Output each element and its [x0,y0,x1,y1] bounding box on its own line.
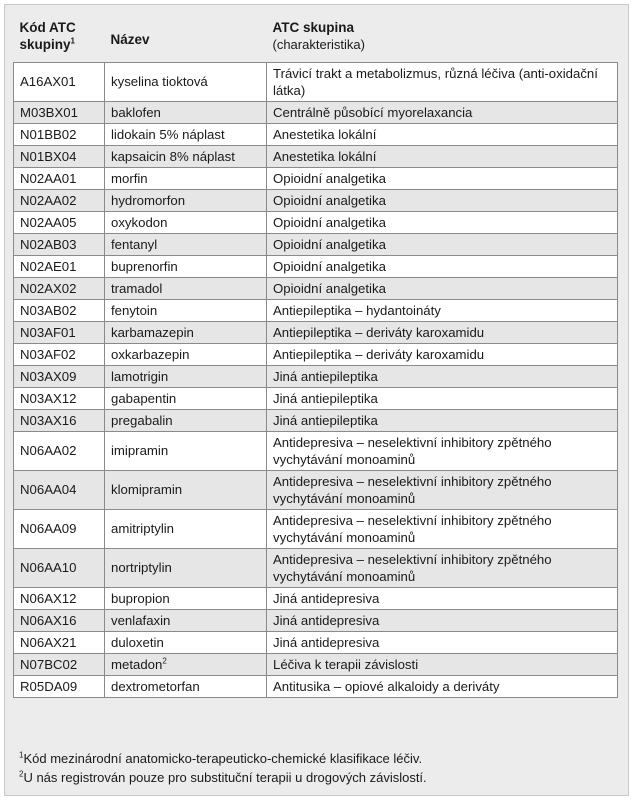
footnotes [19,749,619,787]
cell-atc-code: N03AF02 [14,343,105,365]
footnote-line [19,749,619,768]
cell-atc-group: Centrálně působící myorelaxancia [267,101,618,123]
cell-drug-name [105,145,267,167]
cell-drug-name [105,587,267,609]
cell-atc-group: Jiná antidepresiva [267,631,618,653]
cell-atc-code: N07BC02 [14,653,105,675]
header-code-line1: Kód ATC [19,20,76,35]
cell-atc-group: Jiná antiepileptika [267,409,618,431]
drug-name-text: oxykodon [111,214,168,230]
table-row [14,189,618,211]
cell-atc-code: R05DA09 [14,675,105,697]
cell-drug-name [105,189,267,211]
drug-name-text: dextrometorfan [111,678,200,694]
cell-drug-name [105,653,267,675]
table-header [14,19,618,62]
cell-atc-code: N06AA02 [14,431,105,470]
drug-name-text: amitriptylin [111,521,175,536]
cell-atc-group: Anestetika lokální [267,145,618,167]
cell-atc-code: N01BX04 [14,145,105,167]
table-row [14,609,618,631]
table-row [14,321,618,343]
cell-drug-name [105,409,267,431]
cell-atc-group: Antidepresiva – neselektivní inhibitory zpětného vychytávání monoaminů [267,431,618,470]
table-row [14,548,618,587]
table-row [14,587,618,609]
drug-name-text: morfin [111,170,148,186]
table-row [14,211,618,233]
header-code-footnote-mark: 1 [70,36,75,46]
cell-atc-group: Antidepresiva – neselektivní inhibitory zpětného vychytávání monoaminů [267,509,618,548]
cell-atc-code: N02AX02 [14,277,105,299]
cell-drug-name [105,675,267,697]
header-name-label: Název [110,31,150,47]
drug-name-text: buprenorfin [111,258,178,274]
cell-drug-name [105,365,267,387]
cell-atc-group: Opioidní analgetika [267,277,618,299]
cell-atc-code: N06AX12 [14,587,105,609]
cell-drug-name [105,62,267,101]
drug-name-text: nortriptylin [111,560,172,575]
table-row [14,233,618,255]
table-row [14,277,618,299]
cell-drug-name [105,631,267,653]
drug-name-text: fenytoin [111,302,158,318]
drug-name-text: baklofen [111,104,161,120]
cell-drug-name [105,123,267,145]
cell-drug-name [105,233,267,255]
footnote-text: Kód mezinárodní anatomicko-terapeuticko-chemické klasifikace léčiv. [23,751,423,766]
drug-name-text: duloxetin [111,634,164,650]
cell-atc-group: Jiná antiepileptika [267,387,618,409]
table-row [14,62,618,101]
table-row [14,167,618,189]
cell-drug-name [105,509,267,548]
drug-name-text: bupropion [111,590,170,606]
drug-name-text: metadon [111,656,163,672]
cell-atc-group: Jiná antiepileptika [267,365,618,387]
atc-table [13,19,618,698]
cell-atc-group: Léčiva k terapii závislosti [267,653,618,675]
cell-atc-group: Jiná antidepresiva [267,609,618,631]
cell-drug-name [105,387,267,409]
drug-name-text: imipramin [111,443,169,458]
cell-atc-code: N02AB03 [14,233,105,255]
cell-atc-code: N06AA10 [14,548,105,587]
footnote-line [19,768,619,787]
cell-atc-code: N03AB02 [14,299,105,321]
table-row [14,653,618,675]
cell-drug-name [105,211,267,233]
footnote-mark: 2 [19,769,24,779]
table-row [14,470,618,509]
cell-atc-code: N02AA01 [14,167,105,189]
cell-atc-group: Antiepileptika – deriváty karoxamidu [267,343,618,365]
cell-atc-code: M03BX01 [14,101,105,123]
cell-atc-group: Antiepileptika – hydantoináty [267,299,618,321]
cell-atc-code: N02AA05 [14,211,105,233]
cell-drug-name [105,101,267,123]
header-code-line2: skupiny [19,37,71,52]
table-row [14,409,618,431]
drug-name-text: klomipramin [111,482,183,497]
cell-drug-name [105,299,267,321]
drug-name-text: kapsaicin 8% náplast [111,148,235,164]
drug-name-text: fentanyl [111,236,158,252]
cell-drug-name [105,470,267,509]
cell-atc-code: N03AF01 [14,321,105,343]
table-row [14,387,618,409]
table-row [14,365,618,387]
cell-atc-code: N03AX09 [14,365,105,387]
table-row [14,123,618,145]
header-group-line2: (charakteristika) [272,37,365,52]
footnote-mark: 2 [162,656,167,666]
drug-name-text: pregabalin [111,412,173,428]
cell-atc-group: Antitusika – opiové alkaloidy a deriváty [267,675,618,697]
table-body [14,62,618,697]
cell-atc-group: Opioidní analgetika [267,211,618,233]
drug-name-text: venlafaxin [111,612,171,628]
cell-atc-code: N01BB02 [14,123,105,145]
cell-atc-group: Jiná antidepresiva [267,587,618,609]
cell-drug-name [105,321,267,343]
footnote-text: U nás registrován pouze pro substituční terapii u drogových závislostí. [23,770,427,785]
cell-atc-group: Anestetika lokální [267,123,618,145]
table-row [14,631,618,653]
cell-drug-name [105,167,267,189]
table-row [14,145,618,167]
drug-name-text: oxkarbazepin [111,346,190,362]
cell-atc-code: N03AX12 [14,387,105,409]
cell-atc-code: N06AA04 [14,470,105,509]
footnote-mark: 1 [19,750,24,760]
cell-atc-code: N06AA09 [14,509,105,548]
cell-drug-name [105,609,267,631]
table-row [14,509,618,548]
cell-atc-code: A16AX01 [14,62,105,101]
cell-atc-code: N02AA02 [14,189,105,211]
table-panel [4,4,629,796]
drug-name-text: tramadol [111,280,163,296]
header-group-line1: ATC skupina [272,20,355,35]
cell-atc-code: N06AX21 [14,631,105,653]
drug-name-text: kyselina tioktová [111,74,208,89]
cell-drug-name [105,431,267,470]
cell-atc-code: N02AE01 [14,255,105,277]
cell-atc-group: Opioidní analgetika [267,255,618,277]
cell-atc-group: Antiepileptika – deriváty karoxamidu [267,321,618,343]
drug-name-text: lidokain 5% náplast [111,126,225,142]
header-code [14,19,105,62]
table-row [14,255,618,277]
header-group [267,19,618,62]
table-row [14,101,618,123]
drug-name-text: karbamazepin [111,324,194,340]
cell-atc-group: Opioidní analgetika [267,167,618,189]
table-row [14,343,618,365]
drug-name-text: gabapentin [111,390,177,406]
table-row [14,431,618,470]
cell-drug-name [105,343,267,365]
drug-name-text: lamotrigin [111,368,169,384]
cell-atc-code: N06AX16 [14,609,105,631]
cell-atc-group: Antidepresiva – neselektivní inhibitory zpětného vychytávání monoaminů [267,548,618,587]
header-name [105,19,267,62]
cell-atc-code: N03AX16 [14,409,105,431]
cell-atc-group: Opioidní analgetika [267,189,618,211]
cell-atc-group: Antidepresiva – neselektivní inhibitory zpětného vychytávání monoaminů [267,470,618,509]
cell-drug-name [105,548,267,587]
table-row [14,675,618,697]
cell-atc-group: Opioidní analgetika [267,233,618,255]
cell-drug-name [105,277,267,299]
drug-name-text: hydromorfon [111,192,186,208]
cell-atc-group: Trávicí trakt a metabolizmus, různá léčiva (anti-oxidační látka) [267,62,618,101]
table-row [14,299,618,321]
cell-drug-name [105,255,267,277]
